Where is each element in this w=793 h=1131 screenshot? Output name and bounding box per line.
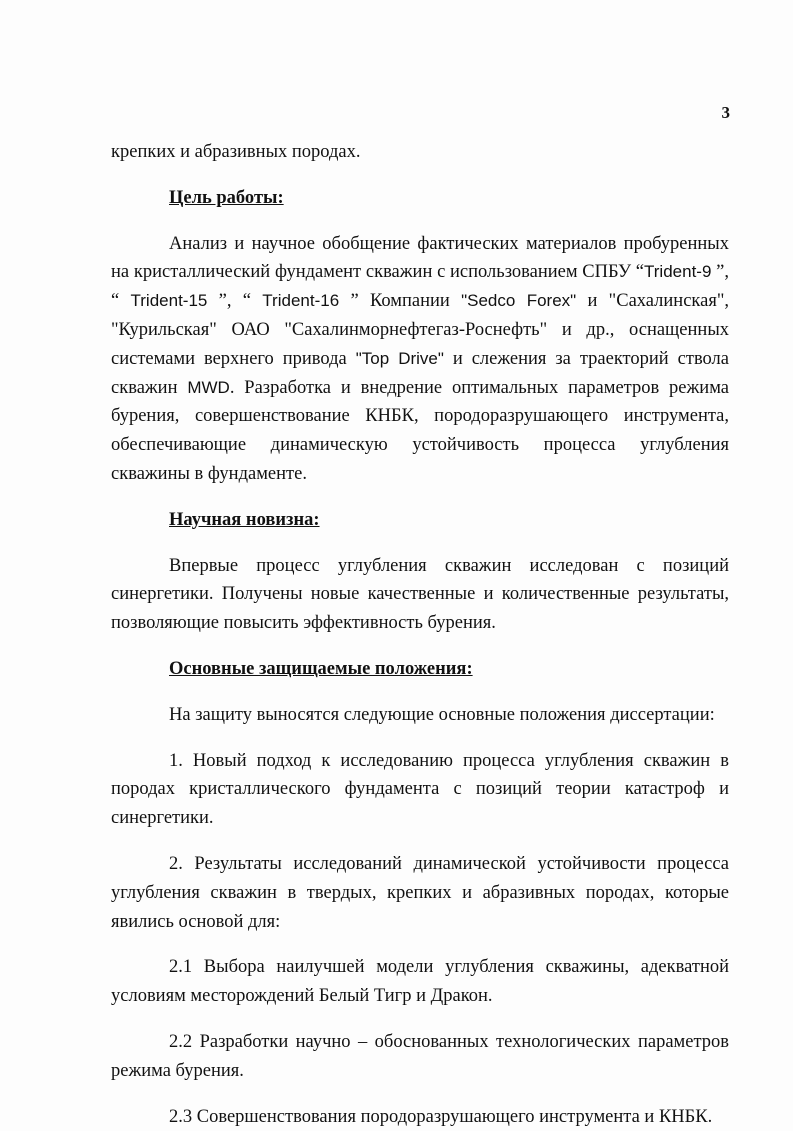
goal-text-mwd: MWD (187, 377, 230, 397)
goal-text-trident15: Trident-15 (130, 291, 208, 311)
goal-text-sedco: "Sedco Forex" (461, 291, 577, 311)
goal-text-trident9: Trident-9 (644, 262, 712, 282)
goal-text-trident16: Trident-16 (262, 291, 340, 311)
heading-novelty: Научная новизна: (169, 509, 320, 530)
thesis-2-2-paragraph: 2.2 Разработки научно – обоснованных технологических параметров режима бурения. (111, 1031, 729, 1081)
goal-text-c: ”, “ (207, 291, 263, 312)
thesis-2-3-paragraph: 2.3 Совершенствования породоразрушающего инструмента и КНБК. (169, 1106, 713, 1127)
goal-text-b: ”, “ (111, 262, 729, 312)
goal-text-a: Анализ и научное обобщение фактических материалов пробуренных на кристаллический фундамент скважин с использованием СПБУ “ (111, 233, 729, 283)
theses-intro-paragraph: На защиту выносятся следующие основные положения диссертации: (169, 704, 715, 725)
heading-goal: Цель работы: (169, 187, 284, 208)
thesis-2-paragraph: 2. Результаты исследований динамической устойчивости процесса углубления скважин в твердых, крепких и абразивных породах, которые явились основой для: (111, 853, 729, 932)
thesis-1-paragraph: 1. Новый подход к исследованию процесса углубления скважин в породах кристаллического фундамента с позиций теории катастроф и синергетики. (111, 750, 729, 829)
thesis-2-1-paragraph: 2.1 Выбора наилучшей модели углубления скважины, адекватной условиям месторождений Белый Тигр и Дракон. (111, 957, 729, 1007)
page-number: 3 (721, 103, 730, 122)
document-body (111, 138, 729, 1131)
novelty-paragraph: Впервые процесс углубления скважин исследован с позиций синергетики. Получены новые качественные и количественные результаты, позволяющие повысить эффективность бурения. (111, 555, 729, 634)
goal-text-topdrive: "Top Drive" (355, 348, 444, 368)
goal-text-f: и слежения за траекторий ствола скважин (111, 348, 730, 398)
goal-text-d: ” Компании (339, 291, 462, 312)
goal-paragraph (111, 230, 729, 489)
heading-theses: Основные защищаемые положения: (169, 658, 473, 679)
goal-text-e: и "Сахалинская", "Курильская" ОАО "Сахалинморнефтегаз-Роснефть" и др., оснащенных системами верхнего привода (111, 291, 730, 369)
goal-text-g: . Разработка и внедрение оптимальных параметров режима бурения, совершенствование КНБК, породоразрушающего инструмента, обеспечивающие динамическую устойчивость процесса углубления скважины в фундаменте. (111, 377, 729, 484)
continuation-paragraph: крепких и абразивных породах. (111, 142, 361, 162)
